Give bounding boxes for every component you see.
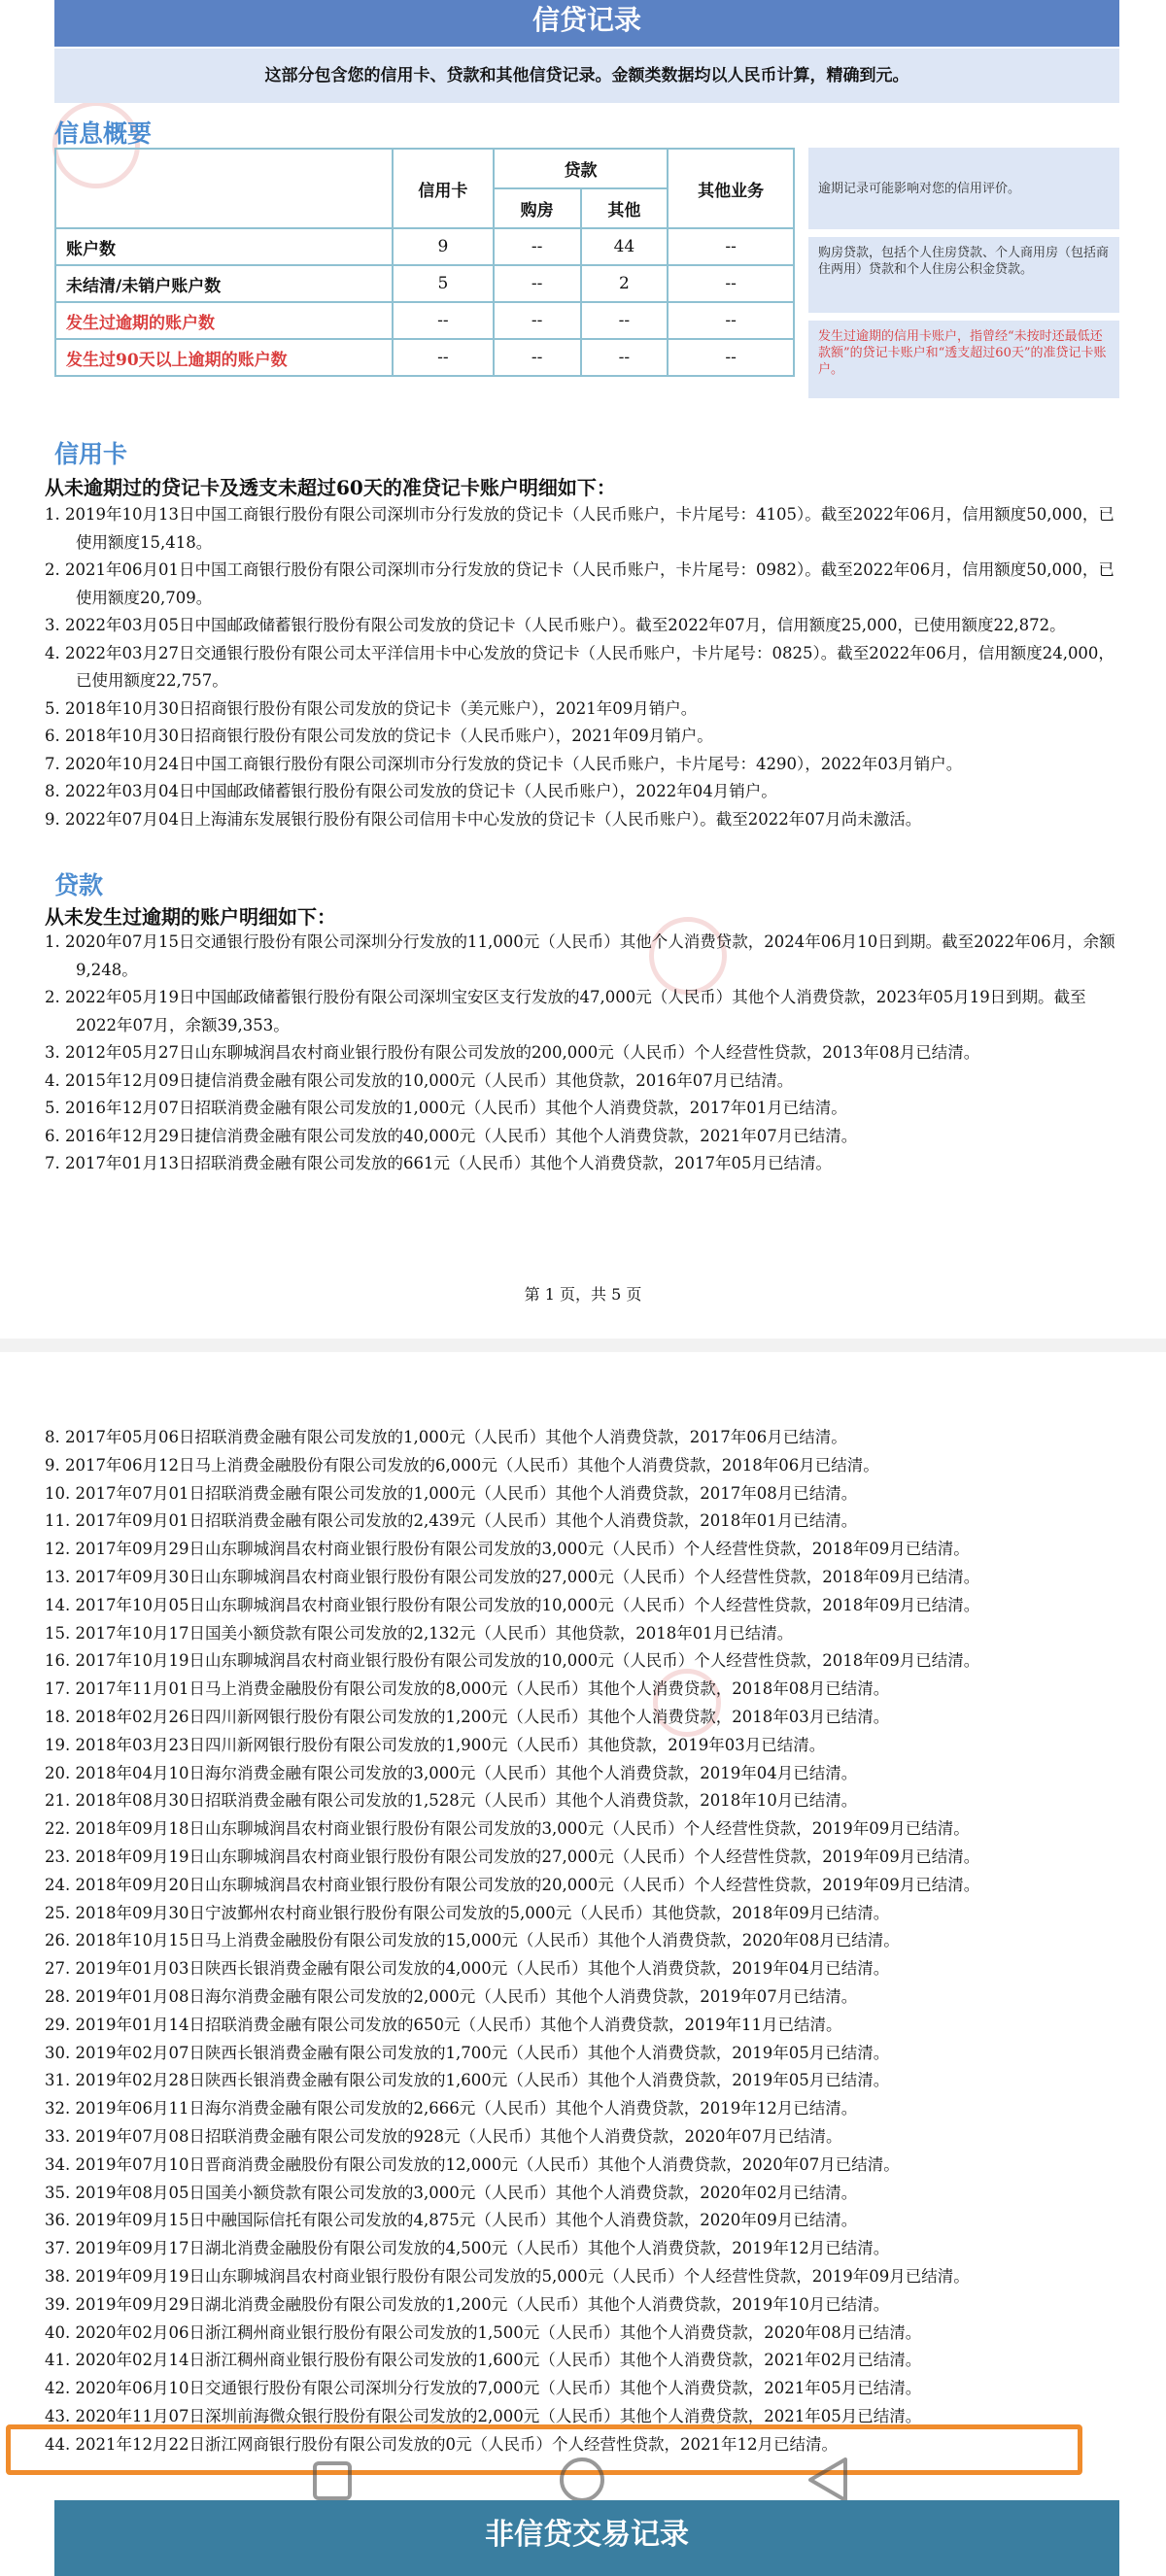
list-item: 1. 2020年07月15日交通银行股份有限公司深圳分行发放的11,000元（人民币）其他个人消费贷款，2024年06月10日到期。截至2022年06月，余额9,248。 — [45, 932, 1115, 979]
list-item: 15. 2017年10月17日国美小额贷款有限公司发放的2,132元（人民币）其他贷款，2018年01月已结清。 — [45, 1623, 794, 1643]
list-item: 29. 2019年01月14日招联消费金融有限公司发放的650元（人民币）其他个人消费贷款，2019年11月已结清。 — [45, 2015, 842, 2034]
back-icon — [805, 2456, 851, 2504]
col-other-business: 其他业务 — [668, 149, 794, 228]
list-item: 16. 2017年10月19日山东聊城润昌农村商业银行股份有限公司发放的10,000元（人民币）个人经营性贷款，2018年09月已结清。 — [45, 1651, 980, 1671]
col-credit-card: 信用卡 — [393, 149, 494, 228]
list-item: 38. 2019年09月19日山东聊城润昌农村商业银行股份有限公司发放的5,000元（人民币）个人经营性贷款，2019年09月已结清。 — [45, 2266, 970, 2286]
list-item: 7. 2020年10月24日中国工商银行股份有限公司深圳市分行发放的贷记卡（人民币账户，卡片尾号：4290），2022年03月销户。 — [45, 754, 963, 773]
credit-card-heading: 从未逾期过的贷记卡及透支未超过60天的准贷记卡账户明细如下： — [45, 476, 616, 499]
credit-card-list — [45, 501, 1123, 833]
list-item: 31. 2019年02月28日陕西长银消费金融有限公司发放的1,600元（人民币）其他个人消费贷款，2019年05月已结清。 — [45, 2071, 890, 2090]
list-item: 20. 2018年04月10日海尔消费金融有限公司发放的3,000元（人民币）其他个人消费贷款，2019年04月已结清。 — [45, 1763, 858, 1782]
list-item: 40. 2020年02月06日浙江稠州商业银行股份有限公司发放的1,500元（人民币）其他个人消费贷款，2020年08月已结清。 — [45, 2322, 922, 2342]
list-item: 9. 2022年07月04日上海浦东发展银行股份有限公司信用卡中心发放的贷记卡（人民币账户）。截至2022年07月尚未激活。 — [45, 809, 922, 829]
list-item: 9. 2017年06月12日马上消费金融股份有限公司发放的6,000元（人民币）其他个人消费贷款，2018年06月已结清。 — [45, 1455, 879, 1474]
list-item: 11. 2017年09月01日招联消费金融有限公司发放的2,439元（人民币）其他个人消费贷款，2018年01月已结清。 — [45, 1511, 858, 1531]
list-item: 36. 2019年09月15日中融国际信托有限公司发放的4,875元（人民币）其他个人消费贷款，2020年09月已结清。 — [45, 2211, 858, 2230]
list-item: 37. 2019年09月17日湖北消费金融股份有限公司发放的4,500元（人民币）其他个人消费贷款，2019年12月已结清。 — [45, 2239, 890, 2258]
list-item: 1. 2019年10月13日中国工商银行股份有限公司深圳市分行发放的贷记卡（人民币账户，卡片尾号：4105）。截至2022年06月，信用额度50,000，已使用额度15,418。 — [45, 505, 1115, 552]
list-item: 22. 2018年09月18日山东聊城润昌农村商业银行股份有限公司发放的3,000元（人民币）个人经营性贷款，2019年09月已结清。 — [45, 1819, 970, 1839]
list-item: 8. 2022年03月04日中国邮政储蓄银行股份有限公司发放的贷记卡（人民币账户），2022年04月销户。 — [45, 782, 777, 800]
list-item: 41. 2020年02月14日浙江稠州商业银行股份有限公司发放的1,600元（人民币）其他个人消费贷款，2021年02月已结清。 — [45, 2351, 922, 2370]
table-row: 账户数 9 -- 44 -- — [55, 228, 794, 265]
list-item: 35. 2019年08月05日国美小额贷款有限公司发放的3,000元（人民币）其他个人消费贷款，2020年02月已结清。 — [45, 2183, 858, 2202]
section-title-bar: 信贷记录 — [54, 0, 1119, 47]
recent-apps-button[interactable] — [313, 2461, 352, 2500]
col-loan: 贷款 — [494, 149, 669, 188]
list-item: 25. 2018年09月30日宁波鄞州农村商业银行股份有限公司发放的5,000元（人民币）其他贷款，2018年09月已结清。 — [45, 1903, 890, 1922]
note-housing-loan: 购房贷款，包括个人住房贷款、个人商用房（包括商住两用）贷款和个人住房公积金贷款。 — [808, 237, 1119, 313]
list-item: 24. 2018年09月20日山东聊城润昌农村商业银行股份有限公司发放的20,000元（人民币）个人经营性贷款，2019年09月已结清。 — [45, 1875, 980, 1894]
list-item: 43. 2020年11月07日深圳前海微众银行股份有限公司发放的2,000元（人民币）其他个人消费贷款，2021年05月已结清。 — [45, 2406, 922, 2425]
col-other: 其他 — [581, 188, 669, 228]
list-item: 3. 2022年03月05日中国邮政储蓄银行股份有限公司发放的贷记卡（人民币账户）。截至2022年07月，信用额度25,000，已使用额度22,872。 — [45, 616, 1066, 634]
list-item: 10. 2017年07月01日招联消费金融有限公司发放的1,000元（人民币）其他个人消费贷款，2017年08月已结清。 — [45, 1483, 858, 1503]
list-item: 8. 2017年05月06日招联消费金融有限公司发放的1,000元（人民币）其他个人消费贷款，2017年06月已结清。 — [45, 1428, 847, 1446]
list-item: 21. 2018年08月30日招联消费金融有限公司发放的1,528元（人民币）其他个人消费贷款，2018年10月已结清。 — [45, 1791, 858, 1811]
loans-list-page2 — [45, 1424, 1123, 2458]
list-item: 32. 2019年06月11日海尔消费金融有限公司发放的2,666元（人民币）其他个人消费贷款，2019年12月已结清。 — [45, 2099, 858, 2118]
list-item: 4. 2015年12月09日捷信消费金融有限公司发放的10,000元（人民币）其他贷款，2016年07月已结清。 — [45, 1070, 794, 1090]
table-row: 发生过90天以上逾期的账户数 -- -- -- -- — [55, 339, 794, 376]
list-item: 2. 2022年05月19日中国邮政储蓄银行股份有限公司深圳宝安区支行发放的47,000元（人民币）其他个人消费贷款，2023年05月19日到期。截至2022年07月，余额39,353。 — [45, 988, 1086, 1034]
highlight-box — [6, 2424, 1082, 2475]
list-item: 27. 2019年01月03日陕西长银消费金融有限公司发放的4,000元（人民币）其他个人消费贷款，2019年04月已结清。 — [45, 1959, 890, 1979]
list-item: 30. 2019年02月07日陕西长银消费金融有限公司发放的1,700元（人民币）其他个人消费贷款，2019年05月已结清。 — [45, 2043, 890, 2062]
summary-table — [54, 148, 795, 377]
list-item: 33. 2019年07月08日招联消费金融有限公司发放的928元（人民币）其他个人消费贷款，2020年07月已结清。 — [45, 2126, 842, 2146]
list-item: 19. 2018年03月23日四川新网银行股份有限公司发放的1,900元（人民币）其他贷款，2019年03月已结清。 — [45, 1735, 826, 1754]
table-row: 未结清/未销户账户数 5 -- 2 -- — [55, 265, 794, 302]
next-section-bar[interactable]: 非信贷交易记录 — [54, 2500, 1119, 2576]
list-item: 34. 2019年07月10日晋商消费金融股份有限公司发放的12,000元（人民币）其他个人消费贷款，2020年07月已结清。 — [45, 2154, 900, 2174]
notice-text: 这部分包含您的信用卡、贷款和其他信贷记录。金额类数据均以人民币计算，精确到元。 — [54, 49, 1119, 103]
list-item: 23. 2018年09月19日山东聊城润昌农村商业银行股份有限公司发放的27,000元（人民币）个人经营性贷款，2019年09月已结清。 — [45, 1847, 980, 1866]
note-overdue-impact: 逾期记录可能影响对您的信用评价。 — [808, 148, 1119, 229]
list-item: 2. 2021年06月01日中国工商银行股份有限公司深圳市分行发放的贷记卡（人民币账户，卡片尾号：0982）。截至2022年06月，信用额度50,000，已使用额度20,709。 — [45, 560, 1115, 607]
note-overdue-definition: 发生过逾期的信用卡账户，指曾经“未按时还最低还款额”的贷记卡账户和“透支超过60天”的准贷记卡账户。 — [808, 321, 1119, 398]
list-item: 4. 2022年03月27日交通银行股份有限公司太平洋信用卡中心发放的贷记卡（人民币账户，卡片尾号：0825）。截至2022年06月，信用额度24,000，已使用额度22,757。 — [45, 643, 1115, 690]
list-item: 6. 2018年10月30日招商银行股份有限公司发放的贷记卡（人民币账户），2021年09月销户。 — [45, 727, 713, 745]
summary-notes — [808, 148, 1119, 406]
col-housing: 购房 — [494, 188, 581, 228]
summary-title: 信息概要 — [54, 119, 153, 148]
loans-heading: 从未发生过逾期的账户明细如下： — [45, 905, 336, 929]
list-item: 18. 2018年02月26日四川新网银行股份有限公司发放的1,200元（人民币）其他个人消费贷款，2018年03月已结清。 — [45, 1707, 890, 1726]
list-item: 39. 2019年09月29日湖北消费金融股份有限公司发放的1,200元（人民币）其他个人消费贷款，2019年10月已结清。 — [45, 2294, 890, 2314]
credit-card-title: 信用卡 — [54, 440, 128, 468]
list-item: 28. 2019年01月08日海尔消费金融有限公司发放的2,000元（人民币）其他个人消费贷款，2019年07月已结清。 — [45, 1986, 858, 2006]
list-item: 44. 2021年12月22日浙江网商银行股份有限公司发放的0元（人民币）个人经营性贷款，2021年12月已结清。 — [45, 2434, 838, 2454]
list-item: 26. 2018年10月15日马上消费金融股份有限公司发放的15,000元（人民币）其他个人消费贷款，2020年08月已结清。 — [45, 1931, 900, 1950]
list-item: 5. 2016年12月07日招联消费金融有限公司发放的1,000元（人民币）其他个人消费贷款，2017年01月已结清。 — [45, 1099, 847, 1117]
loans-list-page1 — [45, 929, 1123, 1178]
list-item: 12. 2017年09月29日山东聊城润昌农村商业银行股份有限公司发放的3,000元（人民币）个人经营性贷款，2018年09月已结清。 — [45, 1540, 970, 1559]
home-button[interactable] — [560, 2457, 604, 2502]
loans-title: 贷款 — [54, 871, 104, 899]
page-footer: 第 1 页，共 5 页 — [524, 1285, 642, 1304]
list-item: 5. 2018年10月30日招商银行股份有限公司发放的贷记卡（美元账户），2021年09月销户。 — [45, 698, 698, 718]
list-item: 3. 2012年05月27日山东聊城润昌农村商业银行股份有限公司发放的200,000元（人民币）个人经营性贷款，2013年08月已结清。 — [45, 1043, 980, 1062]
list-item: 14. 2017年10月05日山东聊城润昌农村商业银行股份有限公司发放的10,000元（人民币）个人经营性贷款，2018年09月已结清。 — [45, 1595, 980, 1614]
list-item: 6. 2016年12月29日捷信消费金融有限公司发放的40,000元（人民币）其他个人消费贷款，2021年07月已结清。 — [45, 1126, 858, 1145]
list-item: 7. 2017年01月13日招联消费金融有限公司发放的661元（人民币）其他个人消费贷款，2017年05月已结清。 — [45, 1154, 832, 1172]
table-row: 发生过逾期的账户数 -- -- -- -- — [55, 302, 794, 339]
list-item: 17. 2017年11月01日马上消费金融股份有限公司发放的8,000元（人民币）其他个人消费贷款，2018年08月已结清。 — [45, 1679, 890, 1699]
list-item: 13. 2017年09月30日山东聊城润昌农村商业银行股份有限公司发放的27,000元（人民币）个人经营性贷款，2018年09月已结清。 — [45, 1567, 980, 1586]
list-item: 42. 2020年06月10日交通银行股份有限公司深圳分行发放的7,000元（人民币）其他个人消费贷款，2021年05月已结清。 — [45, 2379, 922, 2398]
